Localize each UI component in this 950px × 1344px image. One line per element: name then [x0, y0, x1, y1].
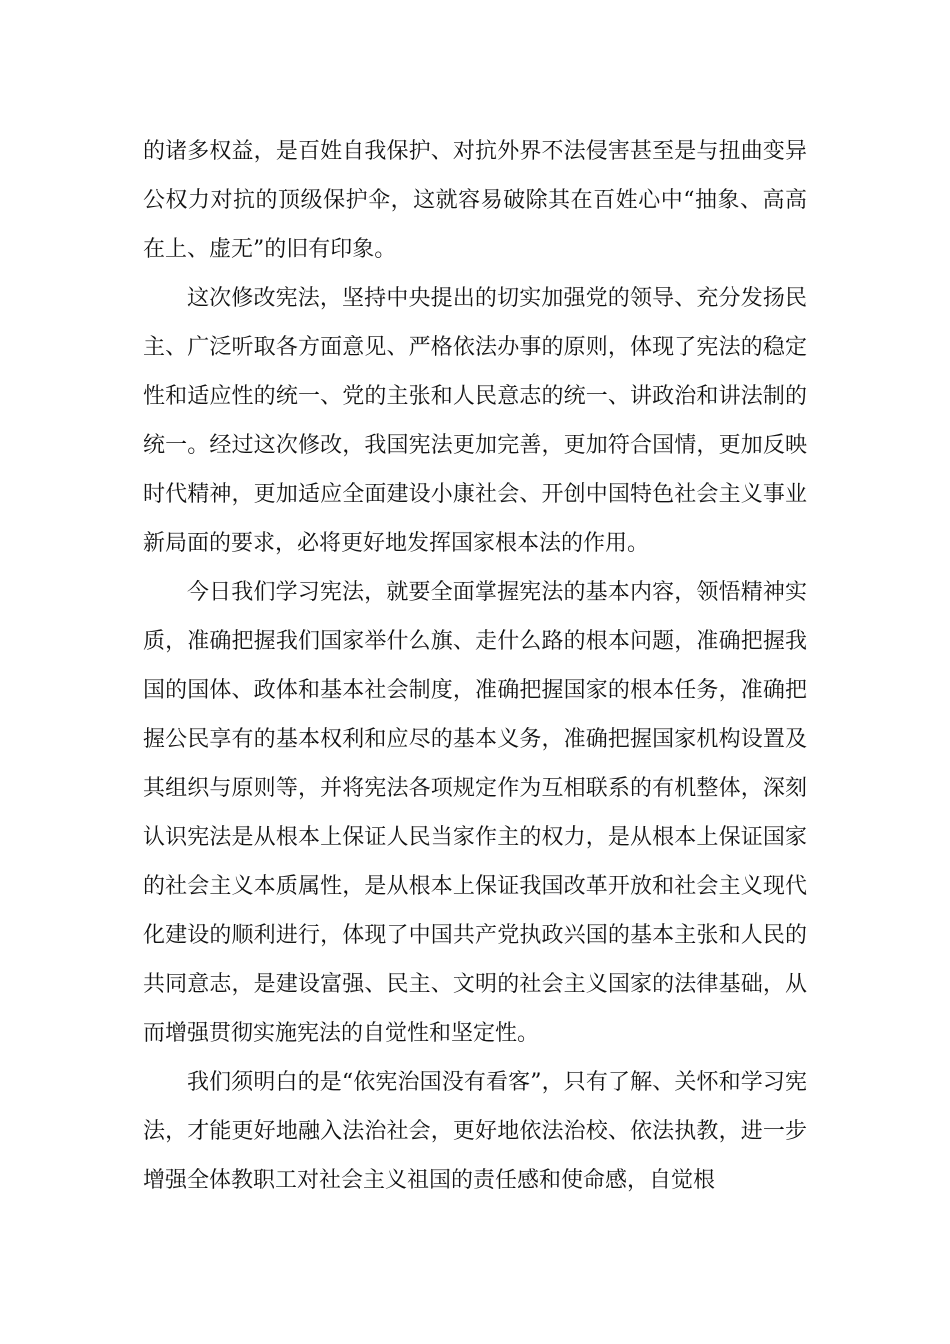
paragraph: 的诸多权益，是百姓自我保护、对抗外界不法侵害甚至是与扭曲变异公权力对抗的顶级保护伞，这就容易破除其在百姓心中“抽象、高高在上、虚无”的旧有印象。 [143, 139, 807, 262]
paragraph: 这次修改宪法，坚持中央提出的切实加强党的领导、充分发扬民主、广泛听取各方面意见、严格依法办事的原则，体现了宪法的稳定性和适应性的统一、党的主张和人民意志的统一、讲政治和讲法制的统一。经过这次修改，我国宪法更加完善，更加符合国情，更加反映时代精神，更加适应全面建设小康社会、开创中国特色社会主义事业新局面的要求，必将更好地发挥国家根本法的作用。 [143, 286, 807, 556]
paragraph: 今日我们学习宪法，就要全面掌握宪法的基本内容，领悟精神实质，准确把握我们国家举什么旗、走什么路的根本问题，准确把握我国的国体、政体和基本社会制度，准确把握国家的根本任务，准确把握公民享有的基本权利和应尽的基本义务，准确把握国家机构设置及其组织与原则等，并将宪法各项规定作为互相联系的有机整体，深刻认识宪法是从根本上保证人民当家作主的权力，是从根本上保证国家的社会主义本质属性，是从根本上保证我国改革开放和社会主义现代化建设的顺利进行，体现了中国共产党执政兴国的基本主张和人民的共同意志，是建设富强、民主、文明的社会主义国家的法律基础，从而增强贯彻实施宪法的自觉性和坚定性。 [143, 580, 807, 1046]
document-body [143, 127, 807, 1205]
paragraph: 我们须明白的是“依宪治国没有看客”，只有了解、关怀和学习宪法，才能更好地融入法治社会，更好地依法治校、依法执教，进一步增强全体教职工对社会主义祖国的责任感和使命感，自觉根 [143, 1070, 807, 1193]
